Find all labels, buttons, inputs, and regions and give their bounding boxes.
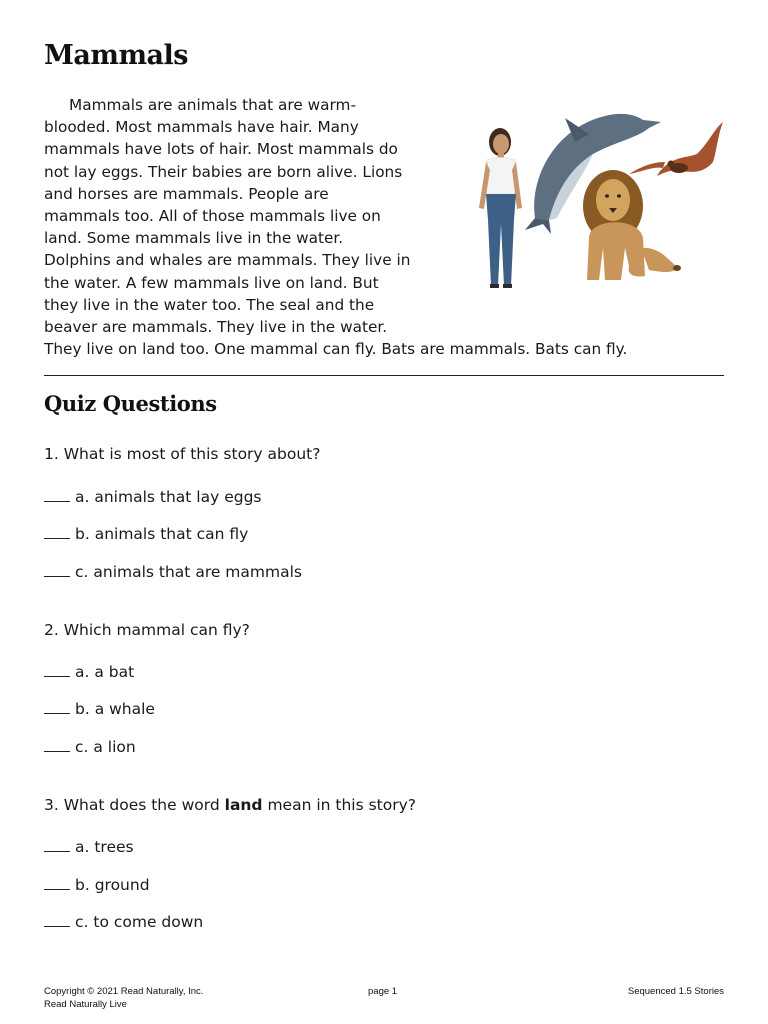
answer-option-label: b. ground	[75, 876, 150, 894]
story-line: mammals have lots of hair. Most mammals do	[44, 140, 398, 159]
answer-option[interactable]	[44, 838, 134, 856]
lion-icon	[583, 170, 681, 280]
footer-left	[44, 985, 203, 1011]
question-1: 1. What is most of this story about?	[44, 445, 321, 463]
answer-option-label: b. a whale	[75, 700, 155, 718]
series-name: Sequenced 1.5 Stories	[627, 986, 724, 997]
mammals-illustration	[465, 98, 735, 328]
question-3	[44, 796, 416, 814]
answer-blank[interactable]	[44, 537, 70, 539]
answer-blank[interactable]	[44, 750, 70, 752]
answer-blank[interactable]	[44, 888, 70, 890]
answer-option-label: a. animals that lay eggs	[75, 488, 262, 506]
answer-option[interactable]	[44, 876, 150, 894]
vocabulary-word: land	[224, 796, 263, 814]
answer-option-label: a. trees	[75, 838, 134, 856]
copyright-text: Copyright © 2021 Read Naturally, Inc.	[44, 986, 204, 997]
story-line: the water. A few mammals live on land. But	[44, 273, 379, 292]
answer-option[interactable]	[44, 738, 136, 756]
answer-blank[interactable]	[44, 712, 70, 714]
question-2: 2. Which mammal can fly?	[44, 621, 250, 639]
story-line: land. Some mammals live in the water.	[44, 229, 344, 248]
page-title: Mammals	[44, 40, 188, 71]
brand-text: Read Naturally Live	[44, 999, 127, 1010]
answer-option[interactable]	[44, 700, 155, 718]
section-divider	[44, 375, 724, 376]
story-line: They live on land too. One mammal can fly. Bats are mammals. Bats can fly.	[44, 340, 628, 359]
answer-option[interactable]	[44, 563, 302, 581]
question-text: mean in this story?	[262, 796, 417, 814]
answer-option[interactable]	[44, 488, 261, 506]
question-text: 3. What does the word	[44, 796, 225, 814]
story-paragraph	[44, 94, 709, 360]
answer-option[interactable]	[44, 663, 134, 681]
answer-blank[interactable]	[44, 500, 70, 502]
answer-blank[interactable]	[44, 575, 70, 577]
woman-icon	[479, 128, 522, 288]
story-line: Mammals are animals that are warm-	[69, 96, 356, 114]
answer-option-label: a. a bat	[75, 663, 135, 681]
story-line: and horses are mammals. People are	[44, 184, 329, 203]
story-line: blooded. Most mammals have hair. Many	[44, 118, 359, 137]
answer-option[interactable]	[44, 913, 203, 931]
answer-option-label: c. to come down	[75, 913, 204, 931]
answer-option-label: b. animals that can fly	[75, 525, 249, 543]
answer-option-label: c. animals that are mammals	[75, 563, 302, 581]
story-line: not lay eggs. Their babies are born alive. Lions	[44, 162, 403, 181]
page-number: page 1	[368, 986, 398, 997]
quiz-title: Quiz Questions	[44, 391, 217, 416]
story-line: Dolphins and whales are mammals. They live in	[44, 251, 411, 270]
answer-option-label: c. a lion	[75, 738, 136, 756]
answer-blank[interactable]	[44, 850, 70, 852]
answer-blank[interactable]	[44, 925, 70, 927]
answer-blank[interactable]	[44, 675, 70, 677]
story-line: they live in the water too. The seal and the	[44, 295, 375, 314]
story-line: beaver are mammals. They live in the water.	[44, 318, 388, 337]
answer-option[interactable]	[44, 525, 248, 543]
story-line: mammals too. All of those mammals live on	[44, 207, 381, 226]
